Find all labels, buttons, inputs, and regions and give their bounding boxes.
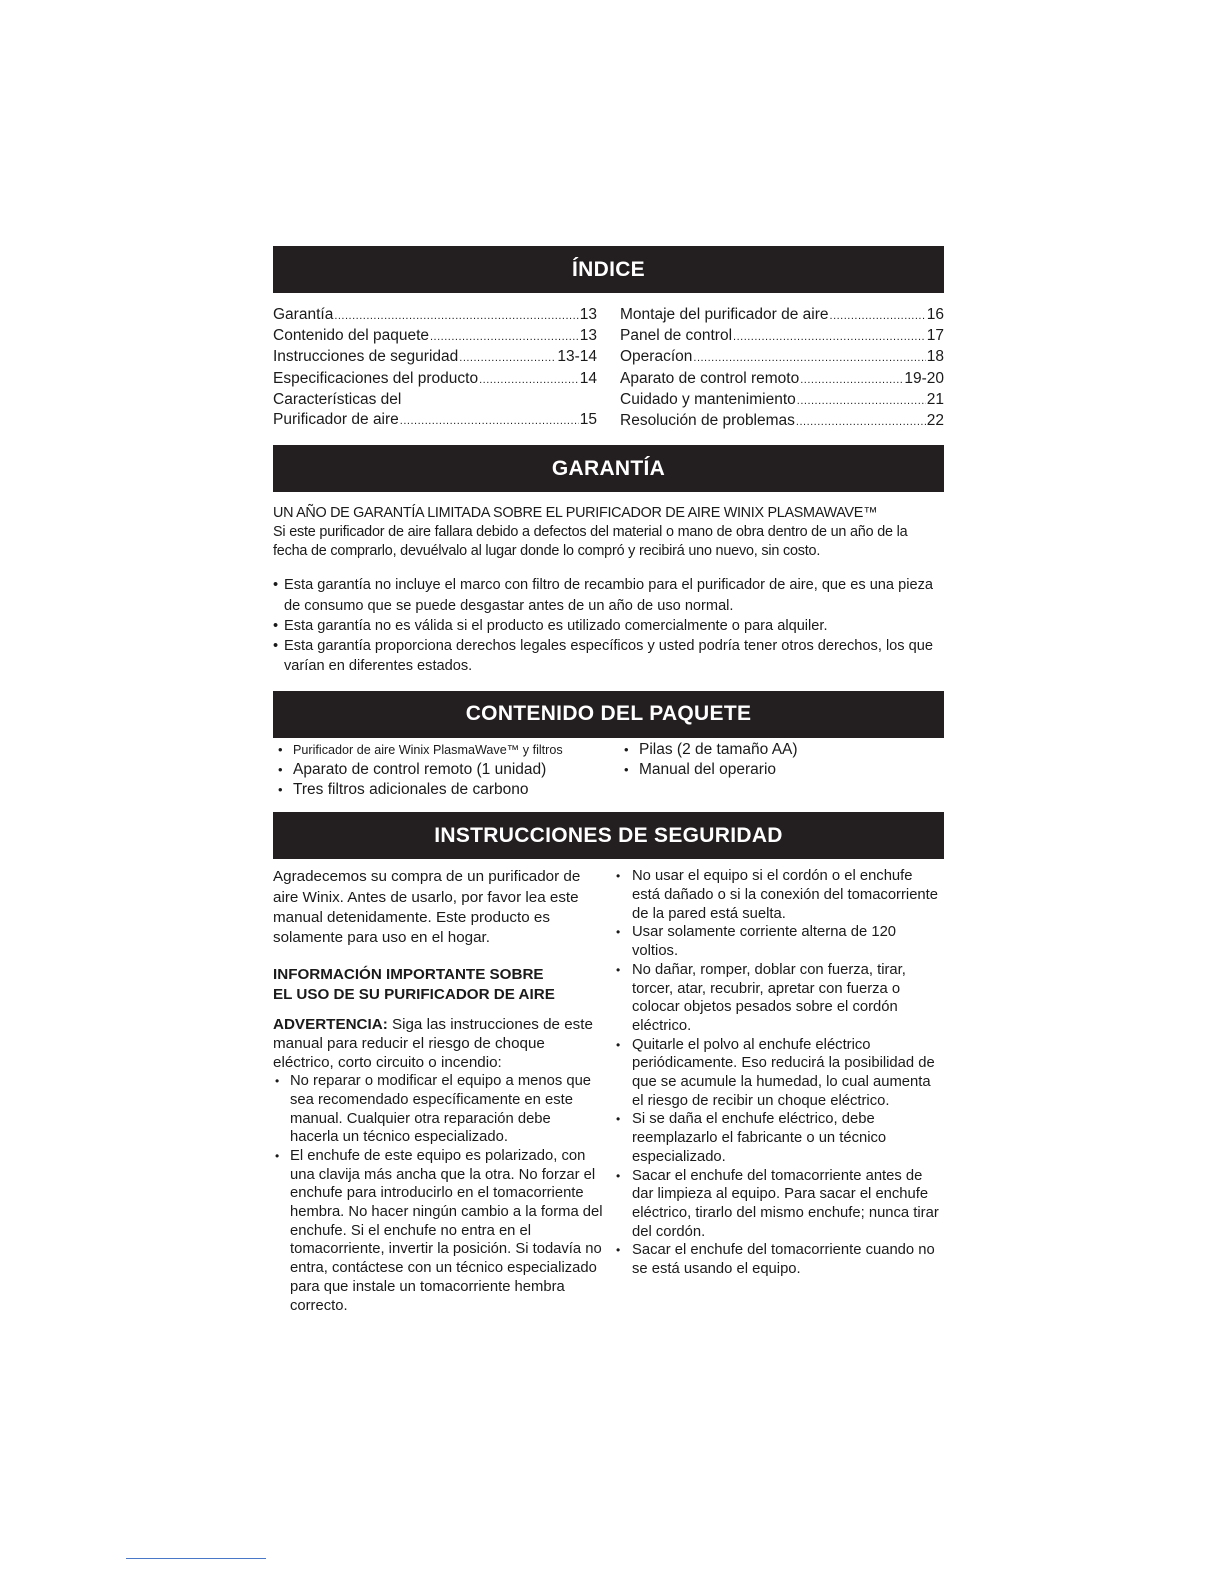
toc-page: 16 (926, 306, 944, 323)
list-item: • Manual del operario (619, 760, 798, 780)
toc-entry (273, 305, 597, 326)
toc-label: Garantía (273, 306, 334, 323)
toc-page: 15 (579, 411, 597, 429)
warranty-heading: UN AÑO DE GARANTÍA LIMITADA SOBRE EL PURIFICADOR DE AIRE WINIX PLASMAWAVE™ (273, 505, 878, 522)
warranty-text: Si este purificador de aire fallara debido a defectos del material o mano de obra dentro de un año de la fecha de comprarlo, devuélvalo al lugar donde lo compró y recibirá uno nuevo, sin costo. (273, 524, 908, 560)
toc-dots (334, 305, 578, 326)
toc-page: 13-14 (557, 348, 597, 366)
toc-label: Aparato de control remoto (620, 369, 800, 387)
toc-dots (400, 410, 579, 431)
toc-entry (620, 411, 944, 432)
info-heading (273, 965, 603, 1006)
toc-page: 18 (926, 348, 944, 366)
toc-entry (620, 305, 944, 326)
list-item: • Aparato de control remoto (1 unidad) (273, 760, 619, 780)
section-indice (273, 246, 944, 432)
toc-entry (273, 326, 597, 347)
list-item: • Si se daña el enchufe eléctrico, debe reemplazarlo el fabricante o un técnico especializado. (614, 1110, 944, 1166)
toc-label: Características del (273, 390, 402, 408)
safety-intro: Agradecemos su compra de un purificador de aire Winix. Antes de usarlo, por favor lea este manual detenidamente. Este producto es solamente para uso en el hogar. (273, 868, 581, 947)
toc-page: 21 (926, 390, 944, 408)
safety-left-bullets (273, 1072, 603, 1315)
list-item: • Esta garantía no incluye el marco con filtro de recambio para el purificador de aire, que es una pieza de consumo que se puede desgastar antes de un año de uso normal. (273, 575, 944, 616)
toc-label: Instrucciones de seguridad (273, 348, 459, 366)
toc-label: Resolución de problemas (620, 412, 795, 430)
list-item: • No reparar o modificar el equipo a menos que sea recomendado específicamente en este manual. Cualquier otra reparación debe hacerla un técnico especializado. (273, 1072, 603, 1147)
toc-right-column (620, 305, 944, 432)
footnote-divider (126, 1558, 266, 1559)
toc-page: 17 (926, 327, 944, 345)
toc-dots (800, 369, 903, 390)
info-heading-line: INFORMACIÓN IMPORTANTE SOBRE (273, 965, 544, 983)
warning-label: ADVERTENCIA: (273, 1016, 388, 1034)
toc-label: Purificador de aire (273, 411, 399, 429)
warning-paragraph (273, 1015, 603, 1072)
toc-left-column (273, 305, 597, 432)
toc-dots (830, 305, 926, 326)
toc-page: 22 (926, 412, 944, 430)
table-of-contents (273, 305, 944, 432)
toc-entry (620, 390, 944, 411)
toc-entry (273, 410, 597, 431)
toc-dots (797, 390, 926, 411)
seguridad-header: INSTRUCCIONES DE SEGURIDAD (273, 812, 944, 859)
garantia-header: GARANTÍA (273, 445, 944, 492)
toc-page: 14 (579, 369, 597, 387)
toc-page: 13 (579, 306, 597, 323)
toc-page: 19-20 (904, 369, 944, 387)
toc-entry (273, 369, 597, 390)
toc-entry (620, 369, 944, 390)
toc-entry (273, 390, 597, 410)
paquete-header: CONTENIDO DEL PAQUETE (273, 691, 944, 738)
list-item: • Pilas (2 de tamaño AA) (619, 740, 798, 760)
package-left-list (273, 740, 619, 801)
list-item: • Sacar el enchufe del tomacorriente antes de dar limpieza al equipo. Para sacar el enchufe eléctrico, tirarlo del mismo enchufe; nunca tirar del cordón. (614, 1167, 944, 1242)
list-item: • El enchufe de este equipo es polarizado, con una clavija más ancha que la otra. No forzar el enchufe para introducirlo en el tomacorriente hembra. No hacer ningún cambio a la forma del enchufe. Si el enchufe no entra en el tomacorriente, invertir la posición. Si todavía no entra, contáctese con un técnico especializado para que instale un tomacorriente hembra correcto. (273, 1147, 603, 1315)
list-item: • Esta garantía no es válida si el producto es utilizado comercialmente o para alquiler. (273, 616, 944, 636)
toc-entry (620, 347, 944, 368)
info-heading-line: EL USO DE SU PURIFICADOR DE AIRE (273, 985, 555, 1003)
manual-page (273, 246, 944, 1315)
package-right-list (619, 740, 798, 801)
list-item: • No usar el equipo si el cordón o el enchufe está dañado o si la conexión del tomacorriente de la pared está suelta. (614, 867, 944, 923)
safety-columns (273, 867, 944, 1315)
list-item: • Tres filtros adicionales de carbono (273, 780, 619, 800)
list-item: • Usar solamente corriente alterna de 120 voltios. (614, 923, 944, 960)
safety-right-bullets (614, 867, 944, 1278)
warning-text: Siga las instrucciones de este manual para reducir el riesgo de choque eléctrico, corto circuito o incendio: (273, 1016, 593, 1072)
section-paquete (273, 691, 944, 801)
toc-label: Panel de control (620, 327, 733, 345)
toc-label: Contenido del paquete (273, 327, 429, 345)
section-seguridad (273, 812, 944, 1315)
toc-dots (693, 347, 925, 368)
safety-left-column (273, 867, 603, 1315)
warranty-bullets (273, 575, 944, 676)
list-item: • No dañar, romper, doblar con fuerza, tirar, torcer, atar, recubrir, apretar con fuerza o colocar objetos pesados sobre el cordón eléctrico. (614, 961, 944, 1036)
toc-label: Especificaciones del producto (273, 369, 479, 387)
safety-right-column (614, 867, 944, 1315)
toc-entry (620, 326, 944, 347)
toc-dots (733, 326, 926, 347)
toc-label: Cuidado y mantenimiento (620, 390, 796, 408)
toc-label: Operacíon (620, 348, 693, 366)
toc-label: Montaje del purificador de aire (620, 306, 829, 323)
toc-dots (430, 326, 579, 347)
toc-dots (459, 347, 556, 368)
toc-page: 13 (579, 327, 597, 345)
toc-entry (273, 347, 597, 368)
list-item: • Sacar el enchufe del tomacorriente cuando no se está usando el equipo. (614, 1241, 944, 1278)
indice-header: ÍNDICE (273, 246, 944, 293)
list-item: • Esta garantía proporciona derechos legales específicos y usted podría tener otros derechos, los que varían en diferentes estados. (273, 636, 944, 677)
list-item: • Purificador de aire Winix PlasmaWave™ y filtros (273, 740, 619, 760)
toc-dots (796, 411, 926, 432)
toc-dots (479, 369, 579, 390)
section-garantia (273, 445, 944, 676)
list-item: • Quitarle el polvo al enchufe eléctrico periódicamente. Eso reducirá la posibilidad de que se acumule la humedad, lo cual aumenta el riesgo de recibir un choque eléctrico. (614, 1036, 944, 1111)
package-contents (273, 740, 944, 801)
